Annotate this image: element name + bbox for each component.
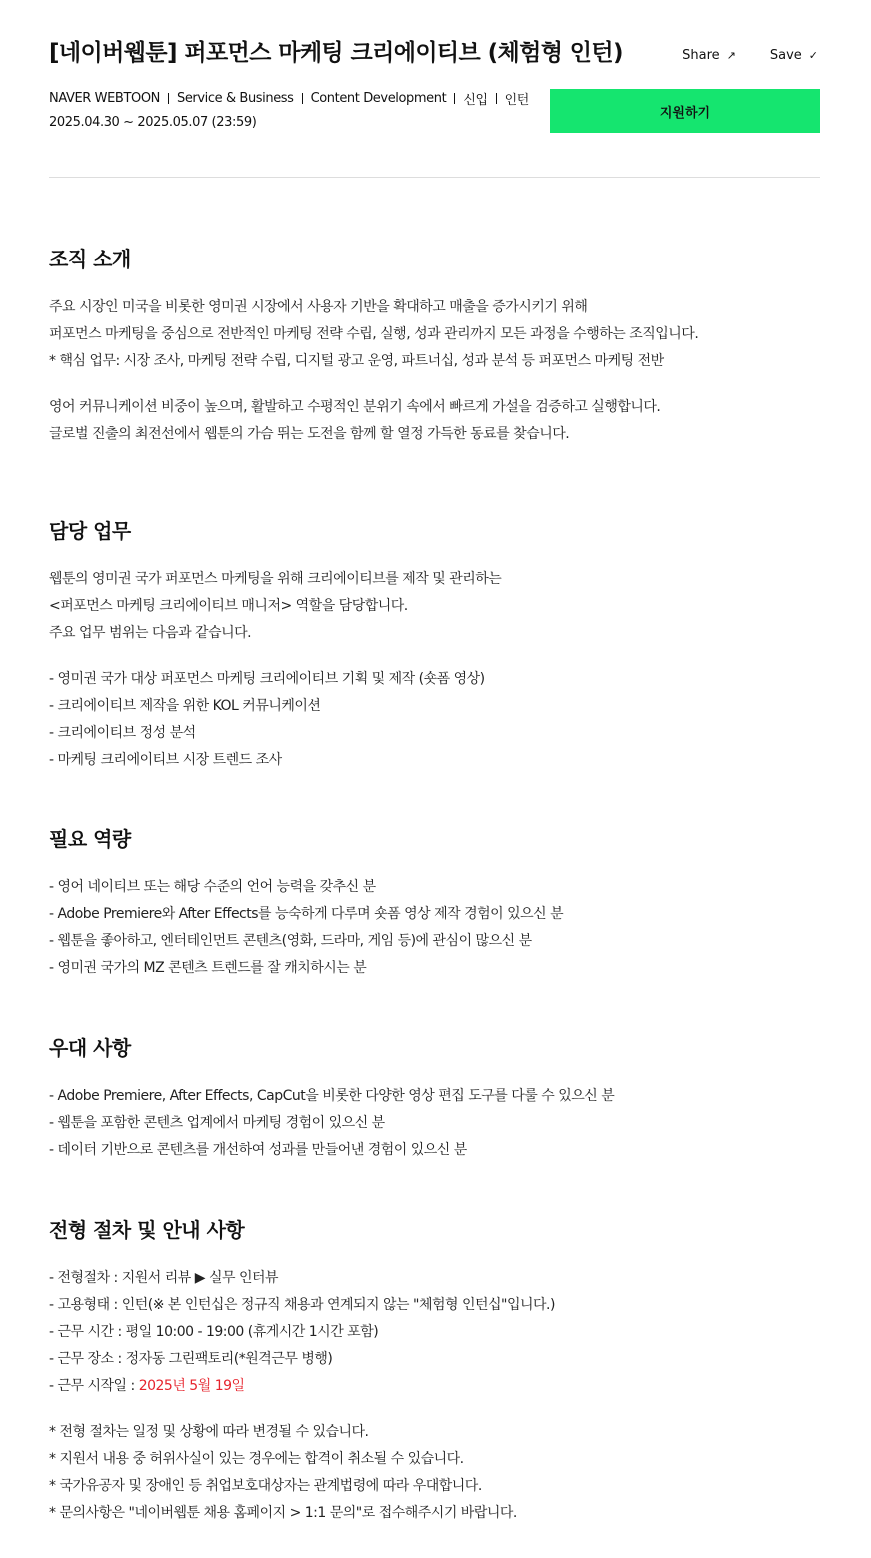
- list-item: - Adobe Premiere, After Effects, CapCut을 비롯한 다양한 영상 편집 도구를 다룰 수 있으신 분: [49, 1088, 615, 1104]
- section-body: [49, 294, 820, 448]
- start-date-value: 2025년 5월 19일: [138, 1378, 245, 1394]
- list-item: - Adobe Premiere와 After Effects를 능숙하게 다루며 숏폼 영상 제작 경험이 있으신 분: [49, 906, 564, 922]
- section-process: [49, 1214, 820, 1527]
- list-item: - 영미권 국가 대상 퍼포먼스 마케팅 크리에이티브 기획 및 제작 (숏폼 영상): [49, 671, 485, 687]
- job-meta: [49, 89, 529, 108]
- list-item: - 영미권 국가의 MZ 콘텐츠 트렌드를 잘 캐치하시는 분: [49, 960, 367, 976]
- list-item: - 전형절차 : 지원서 리뷰 ▶ 실무 인터뷰: [49, 1270, 279, 1286]
- paragraph-gap: [49, 647, 820, 666]
- list-item: - 근무 시간 : 평일 10:00 - 19:00 (휴게시간 1시간 포함): [49, 1324, 379, 1340]
- body-line: 주요 시장인 미국을 비롯한 영미권 시장에서 사용자 기반을 확대하고 매출을 증가시키기 위해: [49, 299, 588, 315]
- section-title: 우대 사항: [49, 1036, 131, 1060]
- notice-line: * 문의사항은 "네이버웹툰 채용 홈페이지 > 1:1 문의"로 접수해주시기 바랍니다.: [49, 1505, 517, 1521]
- list-item-start-date: [49, 1373, 820, 1400]
- share-label: Share: [682, 48, 720, 63]
- body-line: 영어 커뮤니케이션 비중이 높으며, 활발하고 수평적인 분위기 속에서 빠르게 가설을 검증하고 실행합니다.: [49, 399, 661, 415]
- section-requirements: [49, 823, 820, 982]
- section-title: 조직 소개: [49, 247, 131, 271]
- list-item: - 영어 네이티브 또는 해당 수준의 언어 능력을 갖추신 분: [49, 879, 376, 895]
- paragraph-gap: [49, 1400, 820, 1419]
- employment-type: 인턴: [504, 93, 529, 108]
- list-item: - 웹툰을 좋아하고, 엔터테인먼트 콘텐츠(영화, 드라마, 게임 등)에 관심이 많으신 분: [49, 933, 532, 949]
- body-line: 글로벌 진출의 최전선에서 웹툰의 가슴 뛰는 도전을 함께 할 열정 가득한 동료를 찾습니다.: [49, 426, 570, 442]
- body-line: * 핵심 업무: 시장 조사, 마케팅 전략 수립, 디지털 광고 운영, 파트너십, 성과 분석 등 퍼포먼스 마케팅 전반: [49, 353, 664, 369]
- job-posting-page: [49, 0, 820, 1521]
- body-line: <퍼포먼스 마케팅 크리에이티브 매니저> 역할을 담당합니다.: [49, 598, 408, 614]
- job-header: [49, 0, 820, 178]
- apply-button[interactable]: 지원하기: [550, 89, 820, 133]
- paragraph-gap: [49, 375, 820, 394]
- application-period: 2025.04.30 ~ 2025.05.07 (23:59): [49, 115, 257, 130]
- header-actions: [682, 48, 818, 63]
- list-item: - 웹툰을 포함한 콘텐츠 업계에서 마케팅 경험이 있으신 분: [49, 1115, 385, 1131]
- section-preferred: [49, 1032, 820, 1164]
- career-level: 신입: [463, 93, 488, 108]
- section-duties: [49, 515, 820, 774]
- list-item: - 크리에이티브 제작을 위한 KOL 커뮤니케이션: [49, 698, 321, 714]
- meta-divider: [302, 93, 303, 104]
- body-line: 주요 업무 범위는 다음과 같습니다.: [49, 625, 252, 641]
- save-button[interactable]: [770, 48, 818, 63]
- list-item: - 크리에이티브 정성 분석: [49, 725, 196, 741]
- checkmark-icon: ✓: [808, 49, 818, 62]
- start-date-label: - 근무 시작일 :: [49, 1378, 139, 1394]
- notice-line: * 지원서 내용 중 허위사실이 있는 경우에는 합격이 취소될 수 있습니다.: [49, 1451, 464, 1467]
- section-body: [49, 1265, 820, 1527]
- list-item: - 고용형태 : 인턴(※ 본 인턴십은 정규직 채용과 연계되지 않는 "체험형 인턴십"입니다.): [49, 1297, 555, 1313]
- notice-line: * 전형 절차는 일정 및 상황에 따라 변경될 수 있습니다.: [49, 1424, 369, 1440]
- meta-divider: [454, 93, 455, 104]
- meta-divider: [168, 93, 169, 104]
- division-name: Service & Business: [176, 91, 294, 106]
- list-item: - 마케팅 크리에이티브 시장 트렌드 조사: [49, 752, 282, 768]
- section-title: 담당 업무: [49, 519, 131, 543]
- department-name: Content Development: [310, 91, 447, 106]
- section-title: 전형 절차 및 안내 사항: [49, 1218, 245, 1242]
- notice-line: * 국가유공자 및 장애인 등 취업보호대상자는 관계법령에 따라 우대합니다.: [49, 1478, 482, 1494]
- share-arrow-icon: ↗: [726, 49, 736, 62]
- section-org-intro: [49, 243, 820, 448]
- section-body: [49, 1083, 820, 1164]
- body-line: 웹툰의 영미권 국가 퍼포먼스 마케팅을 위해 크리에이티브를 제작 및 관리하는: [49, 571, 502, 587]
- meta-divider: [496, 93, 497, 104]
- section-body: [49, 874, 820, 982]
- company-name: NAVER WEBTOON: [49, 91, 160, 106]
- list-item: - 데이터 기반으로 콘텐츠를 개선하여 성과를 만들어낸 경험이 있으신 분: [49, 1142, 467, 1158]
- section-title: 필요 역량: [49, 827, 131, 851]
- section-body: [49, 566, 820, 774]
- share-button[interactable]: [682, 48, 736, 63]
- save-label: Save: [769, 48, 802, 63]
- body-line: 퍼포먼스 마케팅을 중심으로 전반적인 마케팅 전략 수립, 실행, 성과 관리까지 모든 과정을 수행하는 조직입니다.: [49, 326, 699, 342]
- job-title: [네이버웹툰] 퍼포먼스 마케팅 크리에이티브 (체험형 인턴): [49, 40, 623, 66]
- list-item: - 근무 장소 : 정자동 그린팩토리(*원격근무 병행): [49, 1351, 333, 1367]
